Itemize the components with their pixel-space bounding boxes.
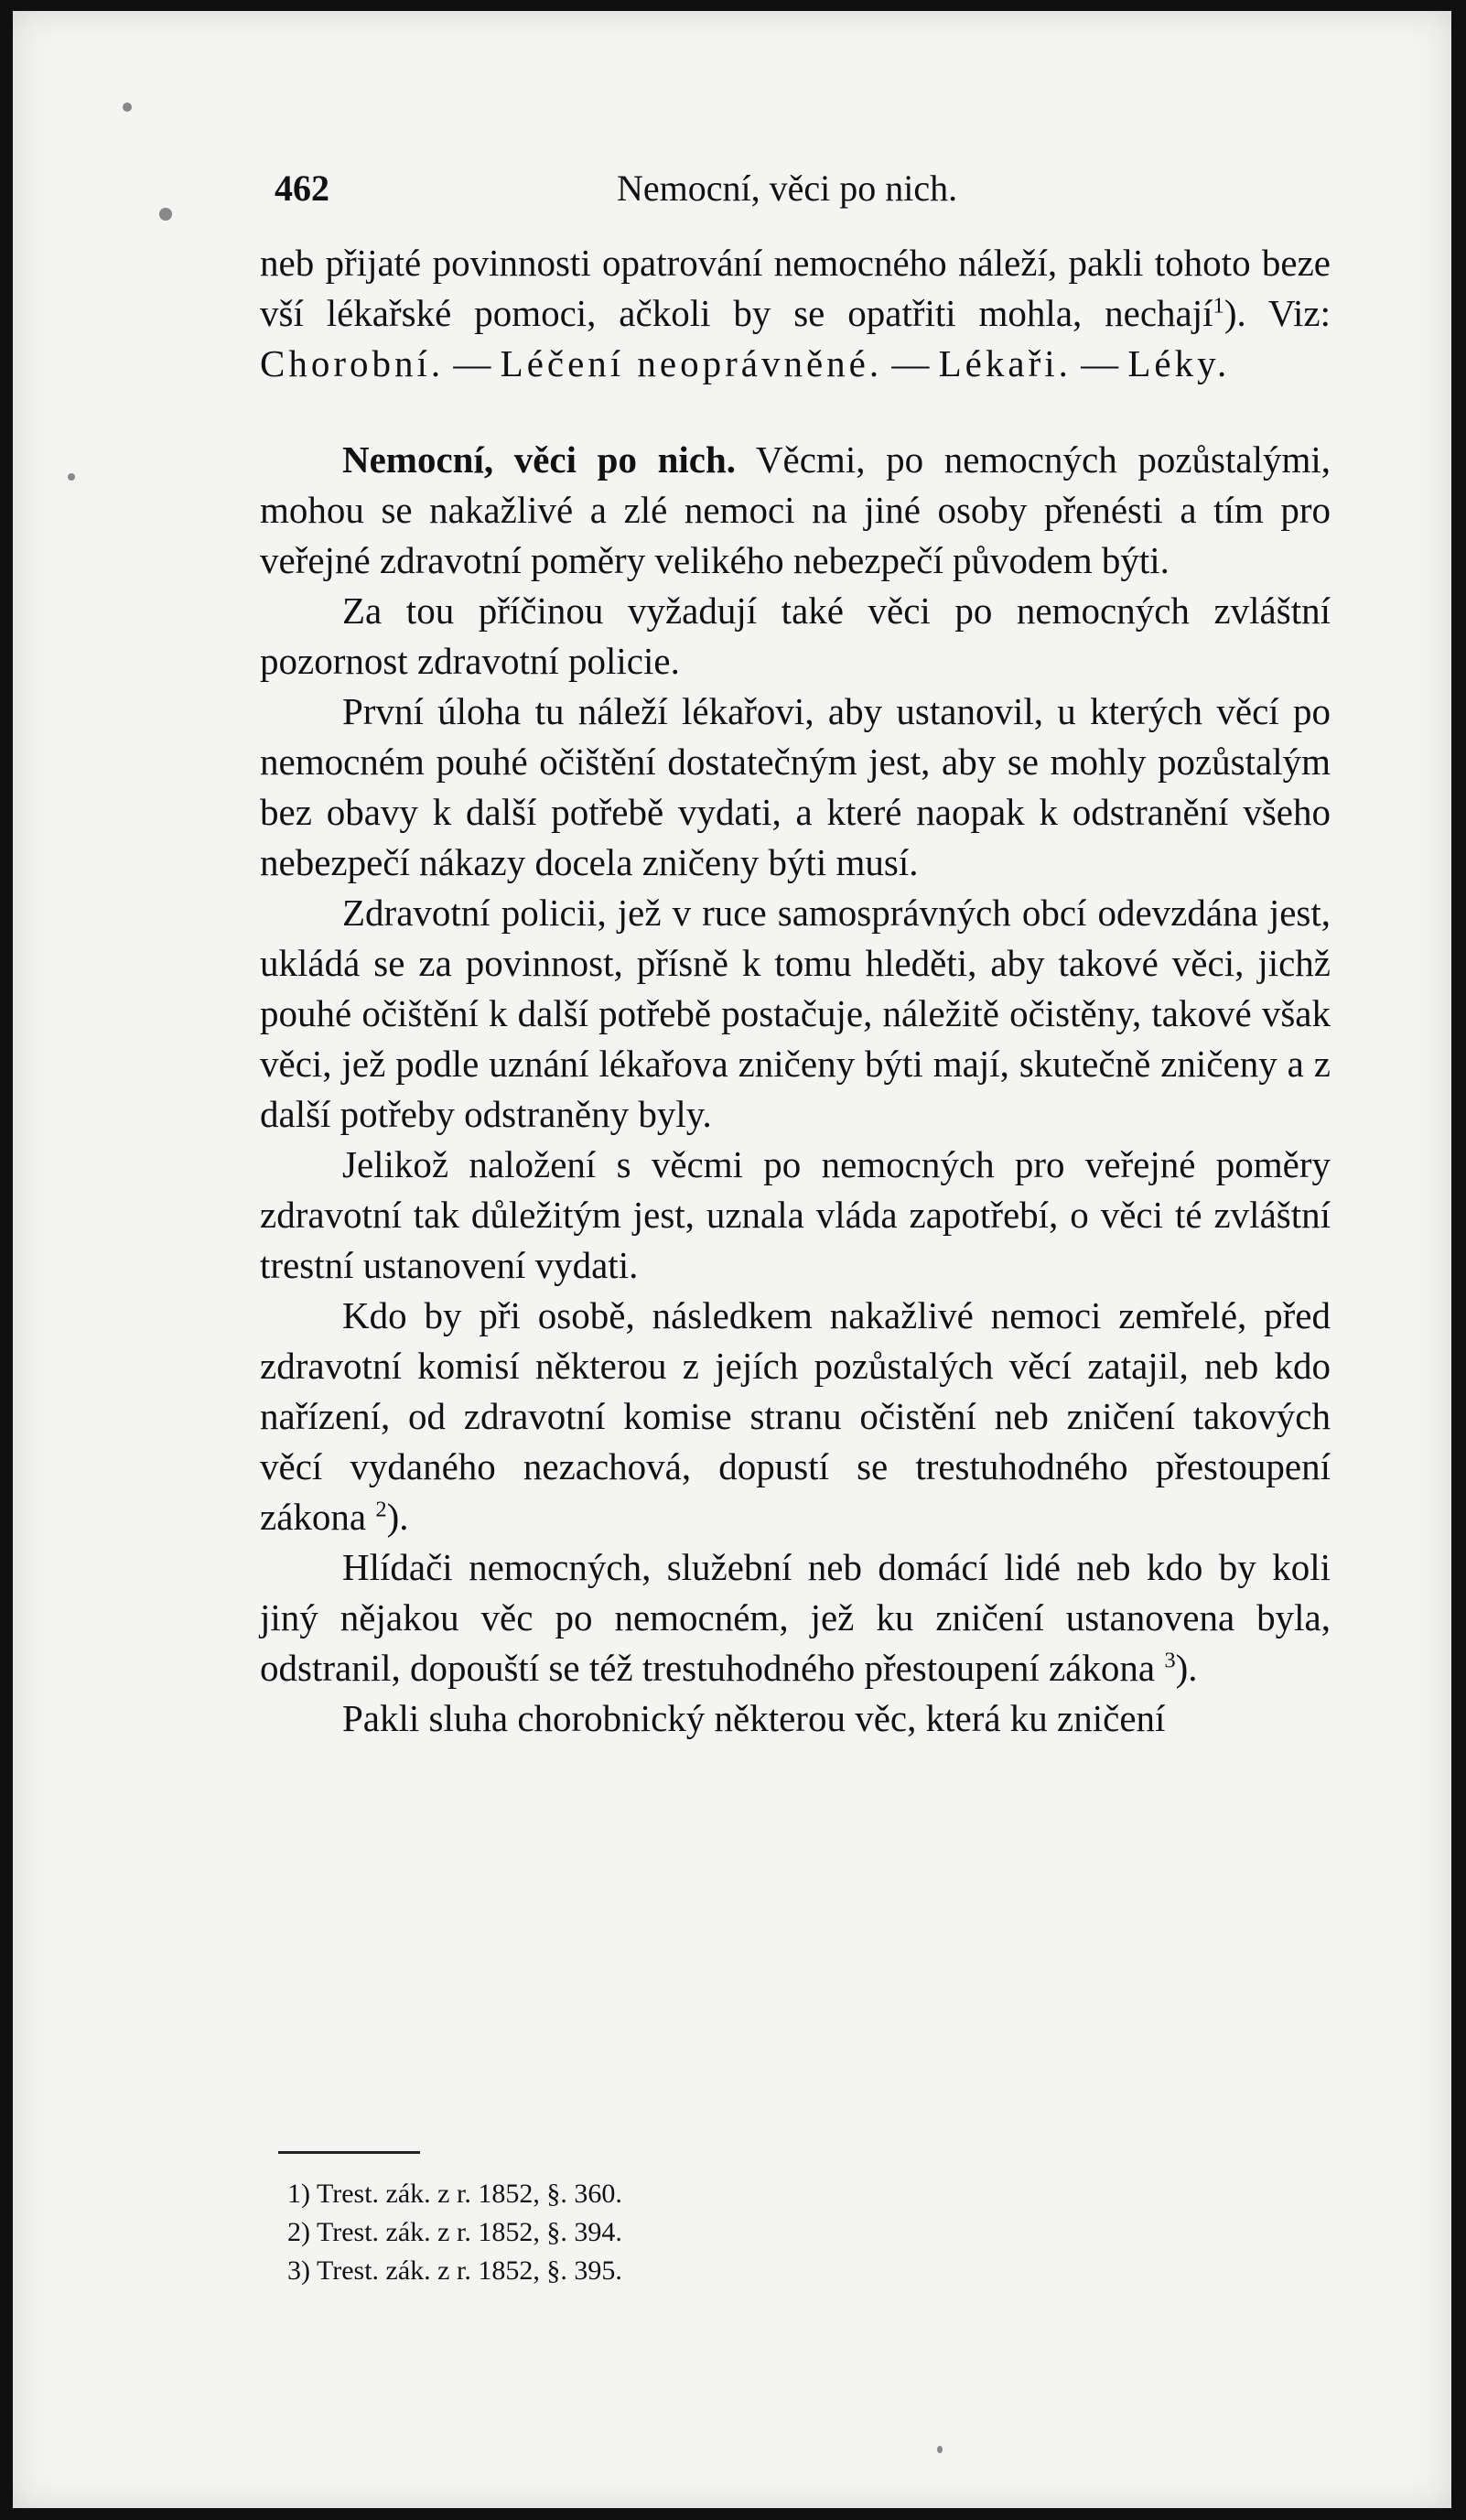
intro-text-after: ). Viz:	[1223, 292, 1331, 334]
section-paragraph-3: První úloha tu náleží lékařovi, aby ustanovil, u kterých věcí po nemocném pouhé očištění dostatečným jest, aby se mohly pozůstalým bez obavy k další potřebě vydati, a které naopak k odstranění všeho nebezpečí nákazy docela zničeny býti musí.	[260, 690, 1331, 883]
footnote-mark-1: 1	[1213, 293, 1224, 319]
section-paragraph-6	[260, 1291, 1331, 1542]
section-paragraph-4: Zdravotní policii, jež v ruce samosprávných obcí odevzdána jest, ukládá se za povinnost, přísně k tomu hleděti, aby takové věci, jichž pouhé očištění k další potřebě postačuje, náležitě očistěny, takové však věci, jež podle uznání lékařova zničeny býti mají, skutečně zničeny a z další potřeby odstraněny byly.	[260, 892, 1331, 1135]
cross-reference-leceni: Léčení neoprávněné.	[500, 342, 883, 384]
page-header	[260, 157, 1331, 212]
scan-speck	[937, 2446, 943, 2453]
intro-text: neb přijaté povinnosti opatrování nemocného náleží, pakli tohoto beze vší lékařské pomoci, ačkoli by se opatřiti mohla, nechají	[260, 242, 1331, 334]
footnote-2-mark: 2)	[287, 2217, 310, 2247]
cross-reference-leky: Léky.	[1127, 342, 1231, 384]
footnote-mark-2: 2	[375, 1497, 387, 1522]
scan-speck	[68, 473, 75, 481]
footnote-1-mark: 1)	[287, 2179, 310, 2209]
footnote-2-text: Trest. zák. z r. 1852, §. 394.	[316, 2217, 622, 2247]
section-paragraph-2: Za tou příčinou vyžadují také věci po nemocných zvláštní pozornost zdravotní policie.	[260, 589, 1331, 682]
footnote-2	[287, 2213, 836, 2252]
section-paragraph-8: Pakli sluha chorobnický některou věc, která ku zničení	[342, 1697, 1166, 1739]
paragraph-1-text: Věcmi, po nemocných pozůstalými, mohou se nakažlivé a zlé nemoci na jiné osoby přenésti a tím pro veřejné zdravotní poměry velikého nebezpečí původem býti.	[260, 438, 1331, 581]
section-paragraph-5: Jelikož naložení s věcmi po nemocných pro veřejné poměry zdravotní tak důležitým jest, uznala vláda zapotřebí, o věci té zvláštní trestní ustanovení vydati.	[260, 1143, 1331, 1286]
scan-speck	[123, 103, 132, 112]
footnote-divider	[278, 2151, 420, 2154]
cross-reference-lekari: Lékaři.	[938, 342, 1072, 384]
section-paragraph-1	[260, 435, 1331, 586]
running-title: Nemocní, věci po nich.	[617, 168, 958, 209]
paragraph-6-end: ).	[386, 1496, 409, 1538]
paragraph-6-text: Kdo by při osobě, následkem nakažlivé nemoci zemřelé, před zdravotní komisí některou z jejích pozůstalých věcí zatajil, neb kdo nařízení, od zdravotní komise stranu očistění neb zničení takových věcí vydaného nezachová, dopustí se trestuhodného přestoupení zákona	[260, 1294, 1331, 1538]
section-paragraph-7	[260, 1542, 1331, 1693]
section-heading: Nemocní, věci po nich.	[342, 438, 737, 481]
dash-3: —	[1071, 342, 1128, 384]
intro-paragraph	[260, 238, 1331, 389]
footnote-3	[287, 2252, 836, 2290]
book-page	[13, 11, 1451, 2508]
dash-2: —	[882, 342, 939, 384]
page-body	[260, 238, 1331, 1744]
page-number: 462	[275, 168, 329, 209]
scan-speck	[159, 208, 172, 221]
dash-1: —	[444, 342, 501, 384]
footnote-1-text: Trest. zák. z r. 1852, §. 360.	[316, 2179, 622, 2209]
footnote-3-mark: 3)	[287, 2255, 310, 2286]
cross-reference-chorobni: Chorobní.	[260, 342, 445, 384]
footnote-1	[287, 2175, 836, 2213]
footnote-mark-3: 3	[1164, 1648, 1176, 1673]
footnotes	[287, 2175, 836, 2290]
footnote-3-text: Trest. zák. z r. 1852, §. 395.	[316, 2255, 622, 2286]
paragraph-7-text: Hlídači nemocných, služební neb domácí lidé neb kdo by koli jiný nějakou věc po nemocném, jež ku zničení ustanovena byla, odstranil, dopouští se též trestuhodného přestoupení zákona	[260, 1546, 1331, 1689]
paragraph-7-end: ).	[1175, 1647, 1198, 1689]
